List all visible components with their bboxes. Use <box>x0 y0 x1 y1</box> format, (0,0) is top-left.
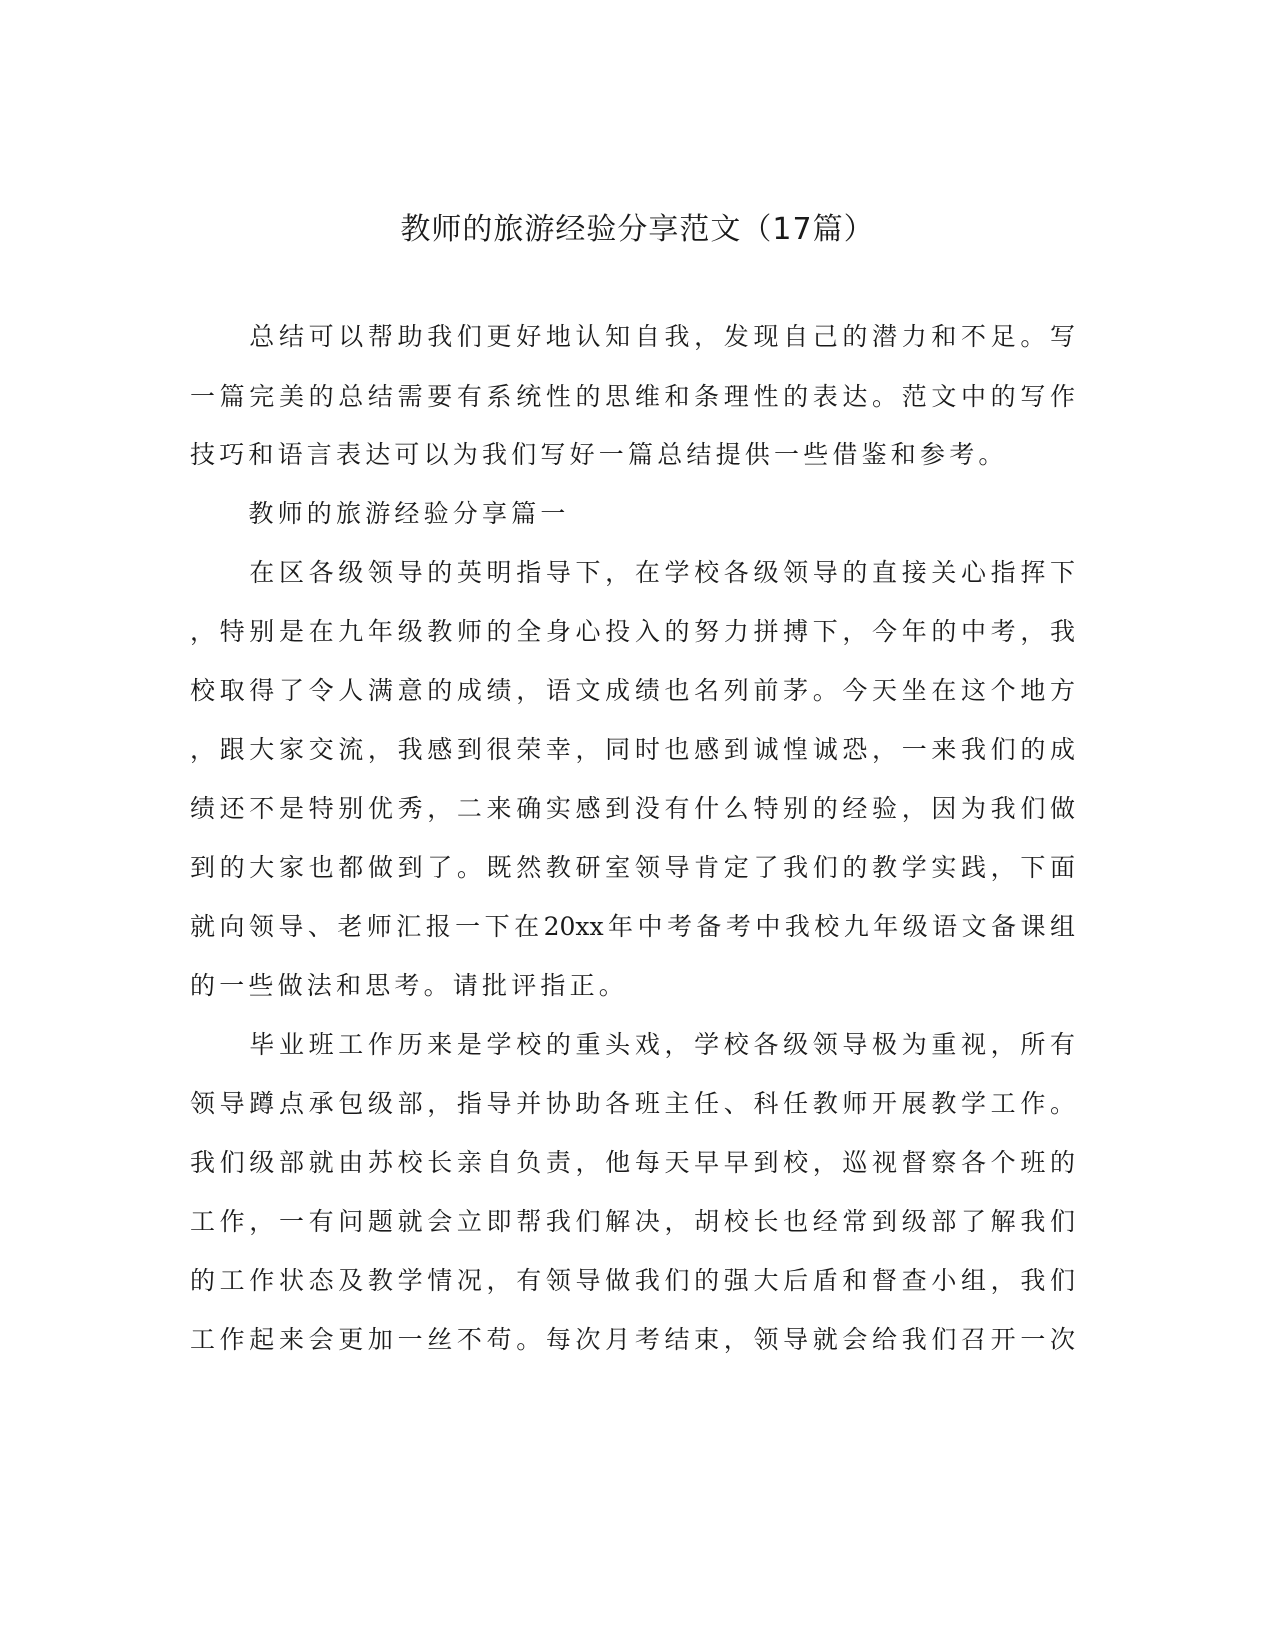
paragraph-line: 的一些做法和思考。请批评指正。 <box>190 971 629 1000</box>
paragraph-line: 到的大家也都做到了。既然教研室领导肯定了我们的教学实践，下面 <box>190 853 1075 882</box>
paragraph-line: 在区各级领导的英明指导下，在学校各级领导的直接关心指挥下 <box>190 558 1075 587</box>
paragraph-line: ，特别是在九年级教师的全身心投入的努力拼搏下，今年的中考，我 <box>190 617 1075 646</box>
paragraph-line: 的工作状态及教学情况，有领导做我们的强大后盾和督查小组，我们 <box>190 1266 1075 1295</box>
section-heading: 教师的旅游经验分享篇一 <box>190 499 570 528</box>
paragraph-line: 我们级部就由苏校长亲自负责，他每天早早到校，巡视督察各个班的 <box>190 1148 1075 1177</box>
paragraph-line: 领导蹲点承包级部，指导并协助各班主任、科任教师开展教学工作。 <box>190 1089 1075 1118</box>
paragraph-line: 技巧和语言表达可以为我们写好一篇总结提供一些借鉴和参考。 <box>190 440 1008 469</box>
paragraph-line: 毕业班工作历来是学校的重头戏，学校各级领导极为重视，所有 <box>190 1030 1075 1059</box>
paragraph-line: 绩还不是特别优秀，二来确实感到没有什么特别的经验，因为我们做 <box>190 794 1075 823</box>
paragraph-line: ，跟大家交流，我感到很荣幸，同时也感到诚惶诚恐，一来我们的成 <box>190 735 1075 764</box>
document-title: 教师的旅游经验分享范文（17篇） <box>400 212 875 247</box>
paragraph-line: 一篇完美的总结需要有系统性的思维和条理性的表达。范文中的写作 <box>190 382 1075 411</box>
paragraph-line: 就向领导、老师汇报一下在20xx年中考备考中我校九年级语文备课组 <box>190 912 1075 941</box>
paragraph-line: 总结可以帮助我们更好地认知自我，发现自己的潜力和不足。写 <box>190 322 1075 351</box>
paragraph-line: 工作起来会更加一丝不苟。每次月考结束，领导就会给我们召开一次 <box>190 1325 1075 1354</box>
paragraph-line: 校取得了令人满意的成绩，语文成绩也名列前茅。今天坐在这个地方 <box>190 676 1075 705</box>
paragraph-line: 工作，一有问题就会立即帮我们解决，胡校长也经常到级部了解我们 <box>190 1207 1075 1236</box>
